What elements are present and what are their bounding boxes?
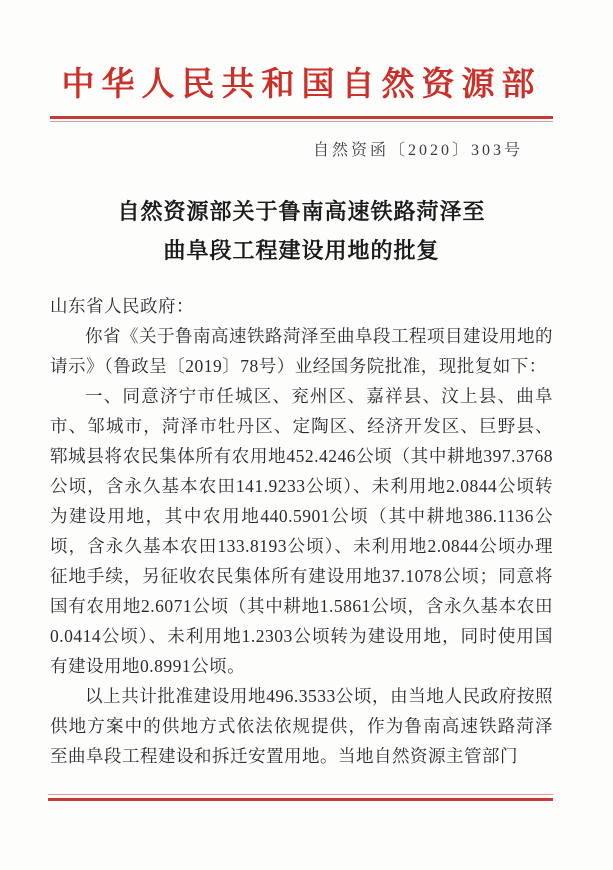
document-title [50, 192, 553, 270]
header-divider [50, 116, 553, 122]
header-divider-thin-line [50, 121, 553, 122]
footer-divider [48, 794, 553, 801]
agency-name: 中华人民共和国自然资源部 [61, 67, 542, 103]
document-title-line1: 自然资源部关于鲁南高速铁路菏泽至 [117, 199, 486, 224]
document-number: 自然资函〔2020〕303号 [312, 142, 523, 159]
document-title-line2: 曲阜段工程建设用地的批复 [163, 238, 440, 263]
body-paragraph: 一、同意济宁市任城区、兖州区、嘉祥县、汶上县、曲阜市、邹城市，菏泽市牡丹区、定陶区、经济开发区、巨野县、郓城县将农民集体所有农用地452.4246公顷（其中耕地397.3768公顷，含永久基本农田141.9233公顷）、未利用地2.0844公顷转为建设用地，其中农用地440.5901公顷（其中耕地386.1136公顷，含永久基本农田133.8193公顷）、未利用地2.0844公顷办理征地手续，另征收农民集体所有建设用地37.1078公顷；同意将国有农用地2.6071公顷（其中耕地1.5861公顷，含永久基本农田0.0414公顷）、未利用地1.2303公顷转为建设用地，同时使用国有建设用地0.8991公顷。 [50, 386, 553, 676]
footer-divider-thick-line [48, 798, 553, 801]
document-body [50, 291, 553, 771]
salutation: 山东省人民政府： [50, 296, 194, 316]
body-paragraph: 你省《关于鲁南高速铁路菏泽至曲阜段工程项目建设用地的请示》（鲁政呈〔2019〕78号）业经国务院批准，现批复如下： [50, 326, 553, 376]
body-paragraph: 以上共计批准建设用地496.3533公顷，由当地人民政府按照供地方案中的供地方式依法依规提供，作为鲁南高速铁路菏泽至曲阜段工程建设和拆迁安置用地。当地自然资源主管部门 [50, 686, 553, 766]
